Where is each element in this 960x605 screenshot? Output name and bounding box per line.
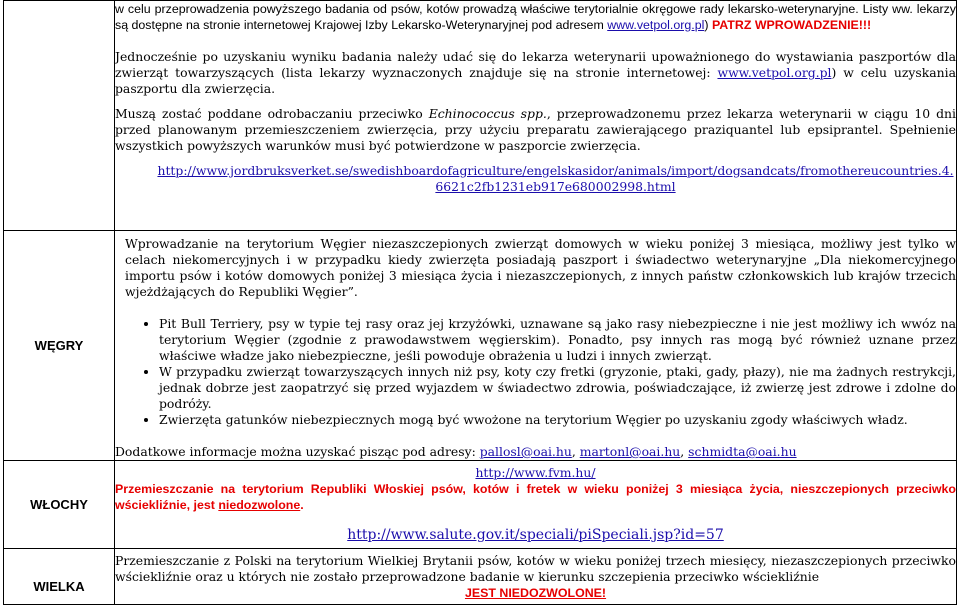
email-link-pallosl[interactable]: pallosl@oai.hu (479, 444, 572, 459)
jordbruksverket-link[interactable]: http://www.jordbruksverket.se/swedishboardofagriculture/engelskasidor/animals/import/dogsandcats/fromothereucountries.4.6621c2fb1231eb917e680002998.html (157, 163, 954, 194)
salute-link[interactable]: http://www.salute.gov.it/speciali/piSpeciali.jsp?id=57 (347, 527, 724, 543)
content-cell-previous (115, 1, 957, 231)
rada-paragraph: w celu przeprowadzenia powyższego badania od psów, kotów prowadzą właściwe terytorialnie okręgowe rady lekarsko-weterynaryjne. Listy ww. lekarzy są dostępne na stronie internetowej Krajowej Izby Lekarsko-Weterynaryjnej pod adresem www.vetpol.org.pl) PATRZ WPROWADZENIE!!! (115, 2, 956, 32)
table-row-hungary (4, 231, 957, 461)
fvm-link[interactable]: http://www.fvm.hu/ (475, 465, 596, 480)
hungary-bullets (115, 316, 956, 428)
salute-url (115, 527, 956, 543)
list-item: • Pit Bull Terriery, psy w typie tej rasy oraz jej krzyżówki, uznawane są jako rasy niebezpieczne i nie jest możliwy ich wwóz na terytorium Węgier (zgodnie z prawodawstwem węgierskim). Ponadto, psy innych ras mogą być również uznane przez właściwe władze jako niebezpieczne, jeśli powoduje obrażenia u ludzi i innych zwierząt. (159, 316, 956, 364)
uk-rule: Przemieszczanie z Polski na terytorium Wielkiej Brytanii psów, kotów w wieku poniżej trzech miesięcy, niezaszczepionych przeciwko wściekliźnie oraz u których nie zostało przeprowadzone badanie w kierunku szczepienia przeciwko wściekliźnie (115, 553, 956, 584)
italy-rule: Przemieszczanie na terytorium Republiki Włoskiej psów, kotów i fretek w wieku poniżej 3 miesiąca życia, nieszczepionych przeciwko wściekliźnie, jest niedozwolone. (115, 482, 956, 512)
country-name-uk: WIELKA (4, 549, 115, 605)
hungary-contact: Dodatkowe informacje można uzyskać pisząc pod adresy: pallosl@oai.hu, martonl@oai.hu, schmidta@oai.hu (115, 444, 797, 459)
list-item: • Zwierzęta gatunków niebezpiecznych mogą być wwożone na terytorium Węgier po uzyskaniu zgody właściwych władz. (159, 412, 956, 428)
hungary-intro: Wprowadzanie na terytorium Węgier niezaszczepionych zwierząt domowych w wieku poniżej 3 miesiąca, możliwy jest tylko w celach niekomercyjnych i w przypadku kiedy zwierzęta posiadają paszport i świadectwo weterynaryjne „Dla niekomercyjnego importu psów i kotów domowych poniżej 3 miesiąca życia i niezaszczepionych, z innych państw członkowskich lub krajów trzecich wjeżdżających do Republiki Węgier”. (125, 236, 956, 299)
country-name-italy: WŁOCHY (4, 461, 115, 549)
vetpol-link[interactable]: www.vetpol.org.pl (607, 18, 705, 32)
passport-paragraph: Jednocześnie po uzyskaniu wyniku badania należy udać się do lekarza weterynarii upoważnionego do wystawiania paszportów dla zwierząt towarzyszących (lista lekarzy wyznaczonych znajduje się na stronie internetowej: www.vetpol.org.pl) w celu uzyskania paszportu dla zwierzęcia. (115, 49, 956, 96)
sweden-url (115, 163, 956, 195)
table-row-uk (4, 549, 957, 605)
country-name-hungary: WĘGRY (4, 231, 115, 461)
country-cell-empty (4, 1, 115, 231)
country-rules-table (3, 0, 957, 605)
italy-forbidden: niedozwolone (218, 498, 301, 512)
content-cell-italy (115, 461, 957, 549)
table-row-previous (4, 1, 957, 231)
uk-warning: JEST NIEDOZWOLONE! (464, 586, 607, 600)
vetpol-link-2[interactable]: www.vetpol.org.pl (717, 65, 832, 80)
fvm-url (115, 465, 956, 481)
content-cell-uk (115, 549, 957, 605)
deworming-paragraph: Muszą zostać poddane odrobaczaniu przeciwko Echinococcus spp., przeprowadzonemu przez lekarza weterynarii w ciągu 10 dni przed planowanym przemieszczeniem zwierzęcia, przy użyciu preparatu zawierającego praziquantel lub epsiprantel. Spełnienie wszystkich powyższych warunków musi być potwierdzone w paszporcie zwierzęcia. (115, 106, 956, 153)
email-link-martonl[interactable]: martonl@oai.hu (579, 444, 681, 459)
email-link-schmidta[interactable]: schmidta@oai.hu (688, 444, 797, 459)
list-item: • W przypadku zwierząt towarzyszących innych niż psy, koty czy fretki (gryzonie, ptaki, gady, płazy), nie ma żadnych restrykcji, jednak dobrze jest zaopatrzyć się przed wyjazdem w świadectwo zdrowia, poświadczające, iż zwierzę jest zdrowe i zdolne do podróży. (159, 364, 956, 412)
warning-text: PATRZ WPROWADZENIE!!! (711, 18, 872, 32)
table-row-italy (4, 461, 957, 549)
content-cell-hungary (115, 231, 957, 461)
